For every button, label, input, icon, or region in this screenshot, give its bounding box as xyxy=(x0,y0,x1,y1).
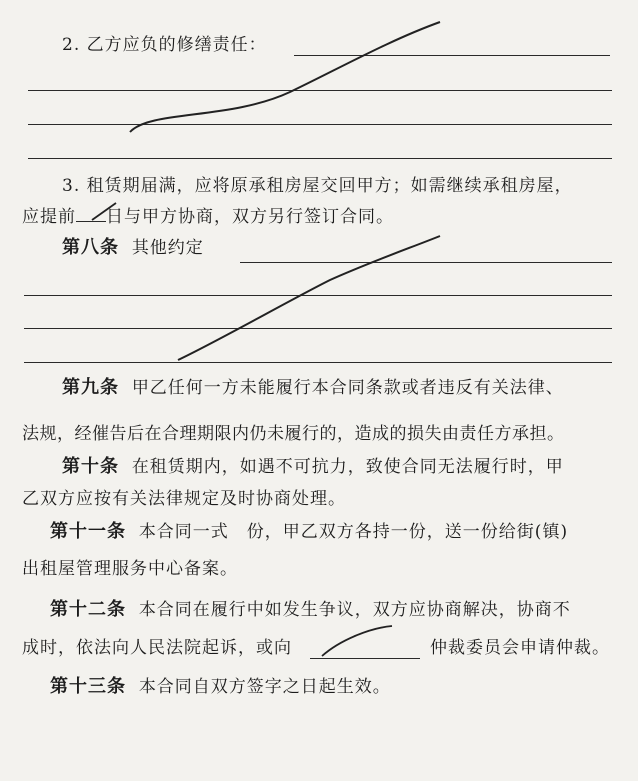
item2-blank-line-4 xyxy=(28,158,612,159)
article-12-title: 第十二条 xyxy=(50,599,126,620)
item2-blank-line-1 xyxy=(294,55,610,56)
art8-blank-line-3 xyxy=(24,328,612,329)
article-11-title: 第十一条 xyxy=(50,521,126,542)
article-13: 第十三条 本合同自双方签字之日起生效。 xyxy=(50,676,391,697)
article-12-line2: 成时，依法向人民法院起诉，或向 xyxy=(22,638,292,658)
article-9-line2: 法规，经催告后在合理期限内仍未履行的，造成的损失由责任方承担。 xyxy=(22,424,565,444)
item3-prefix: 应提前 xyxy=(22,207,76,227)
item2-blank-line-3 xyxy=(28,124,612,125)
item3-line2 xyxy=(22,203,394,229)
item2-blank-line-2 xyxy=(28,90,612,91)
article-10-title: 第十条 xyxy=(62,456,119,477)
article-8-text: 其他约定 xyxy=(131,238,204,258)
item2-text: 2. 乙方应负的修缮责任： xyxy=(62,35,267,55)
article-8-title: 第八条 xyxy=(62,237,119,258)
item3-suffix: 日与甲方协商，双方另行签订合同。 xyxy=(106,207,394,227)
article-12-line1: 第十二条 本合同在履行中如发生争议，双方应协商解决，协商不 xyxy=(50,599,571,620)
strike-mark-art8 xyxy=(178,236,440,360)
article-11-line2: 出租屋管理服务中心备案。 xyxy=(22,559,238,579)
article-13-title: 第十三条 xyxy=(50,676,126,697)
arbitration-blank xyxy=(310,658,420,659)
item3-line1: 3. 租赁期届满，应将原承租房屋交回甲方；如需继续承租房屋， xyxy=(62,176,573,196)
article-9-title: 第九条 xyxy=(62,377,119,398)
article-10-line2: 乙双方应按有关法律规定及时协商处理。 xyxy=(22,489,346,509)
article-10-line1: 第十条 在租赁期内，如遇不可抗力，致使合同无法履行时，甲 xyxy=(62,456,564,477)
article-11-line1: 第十一条 本合同一式 份，甲乙双方各持一份，送一份给街(镇) xyxy=(50,521,569,542)
article-12-line2-end: 仲裁委员会申请仲裁。 xyxy=(430,638,610,658)
strike-mark-art12 xyxy=(322,626,392,656)
art8-blank-line-1 xyxy=(240,262,612,263)
article-8 xyxy=(62,236,204,260)
days-blank xyxy=(76,203,106,222)
art8-blank-line-2 xyxy=(24,295,612,296)
article-9-line1: 第九条 甲乙任何一方未能履行本合同条款或者违反有关法律、 xyxy=(62,377,564,398)
art8-blank-line-4 xyxy=(24,362,612,363)
